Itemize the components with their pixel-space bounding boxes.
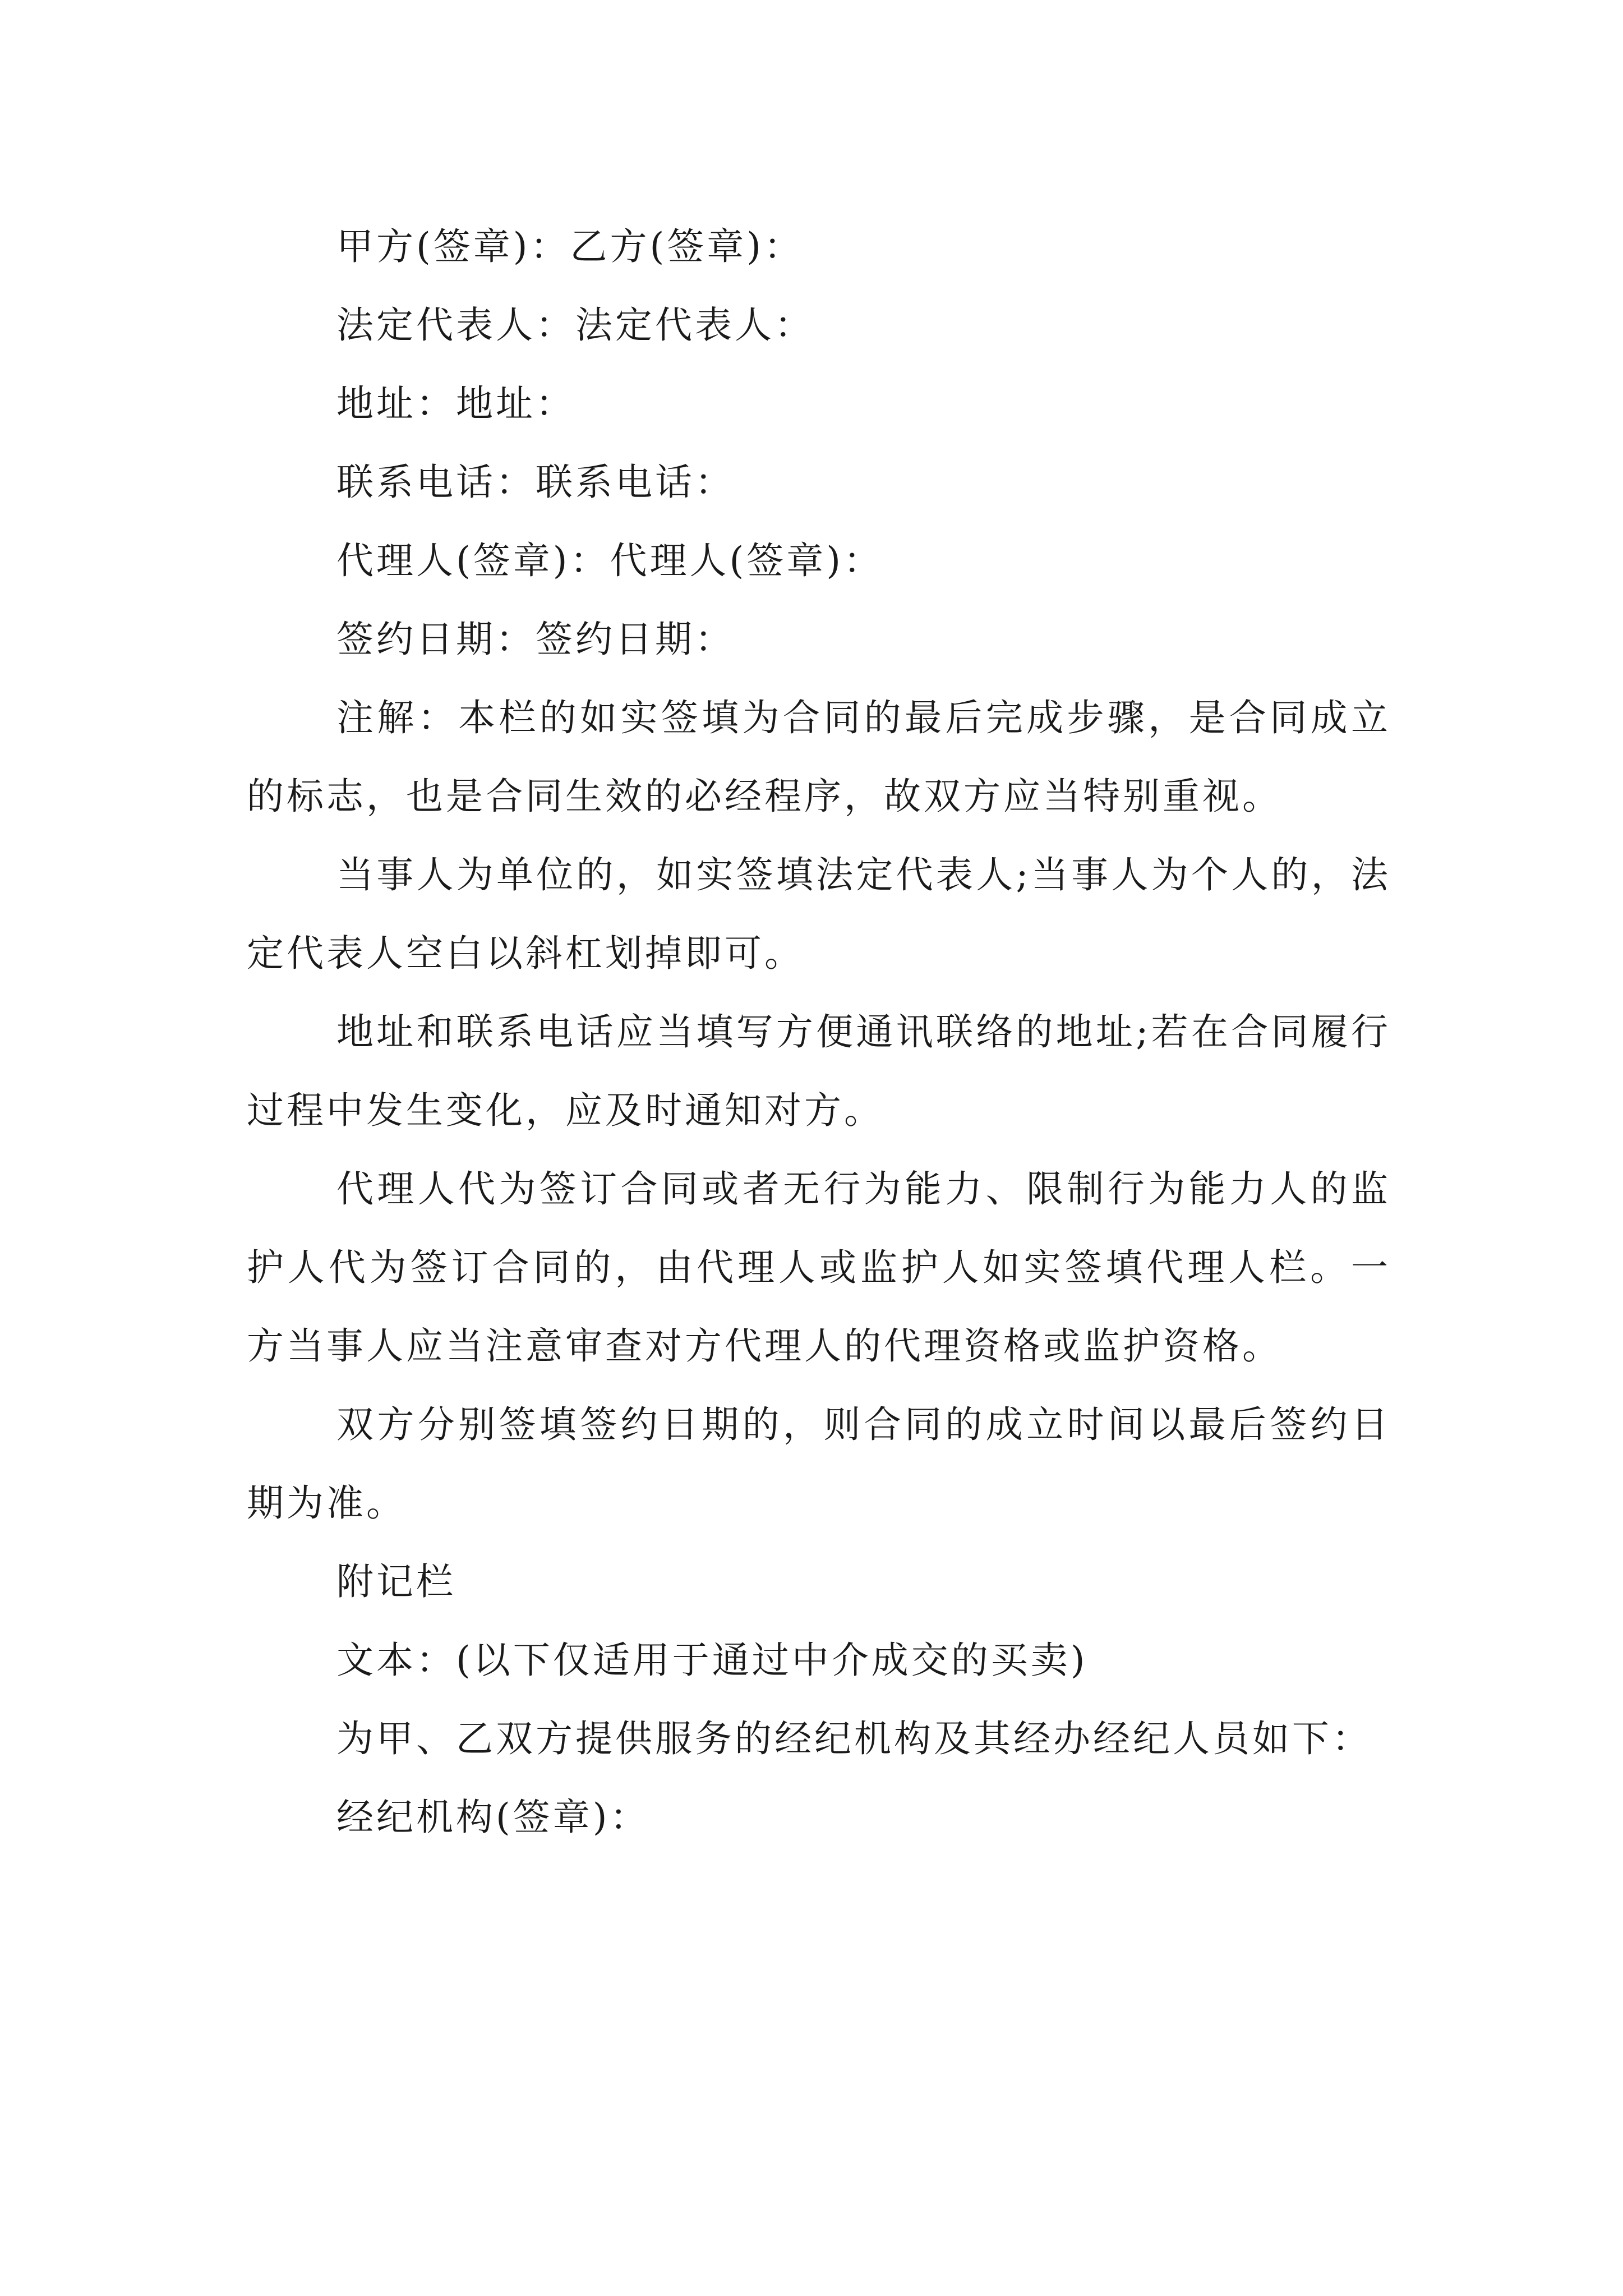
agent-signature-line: 代理人(签章)：代理人(签章)： [336,539,883,582]
legal-representative-line: 法定代表人：法定代表人： [336,303,814,347]
note-paragraph: 注解：本栏的如实签填为合同的最后完成步骤，是合同成立的标志，也是合同生效的必经程序，故双方应当特别重视。 [247,696,1391,818]
address-line: 地址：地址： [336,382,575,425]
broker-intro-paragraph: 为甲、乙双方提供服务的经纪机构及其经办经纪人员如下： [336,1717,1372,1760]
broker-agency-line: 经纪机构(签章)： [336,1796,650,1839]
signing-date-line: 签约日期：签约日期： [336,618,735,661]
party-unit-paragraph: 当事人为单位的，如实签填法定代表人;当事人为个人的，法定代表人空白以斜杠划掉即可。 [247,853,1391,975]
text-scope-line: 文本：(以下仅适用于通过中介成交的买卖) [336,1639,1088,1682]
document-body [247,208,1391,1857]
signature-party-line: 甲方(签章)：乙方(签章)： [336,225,804,268]
phone-line: 联系电话：联系电话： [336,461,735,504]
agent-paragraph: 代理人代为签订合同或者无行为能力、限制行为能力人的监护人代为签订合同的，由代理人或监护人如实签填代理人栏。一方当事人应当注意审查对方代理人的代理资格或监护资格。 [247,1167,1391,1368]
address-contact-paragraph: 地址和联系电话应当填写方便通讯联络的地址;若在合同履行过程中发生变化，应及时通知对方。 [247,1010,1391,1132]
signing-date-paragraph: 双方分别签填签约日期的，则合同的成立时间以最后签约日期为准。 [247,1403,1391,1525]
appendix-heading: 附记栏 [336,1560,456,1603]
